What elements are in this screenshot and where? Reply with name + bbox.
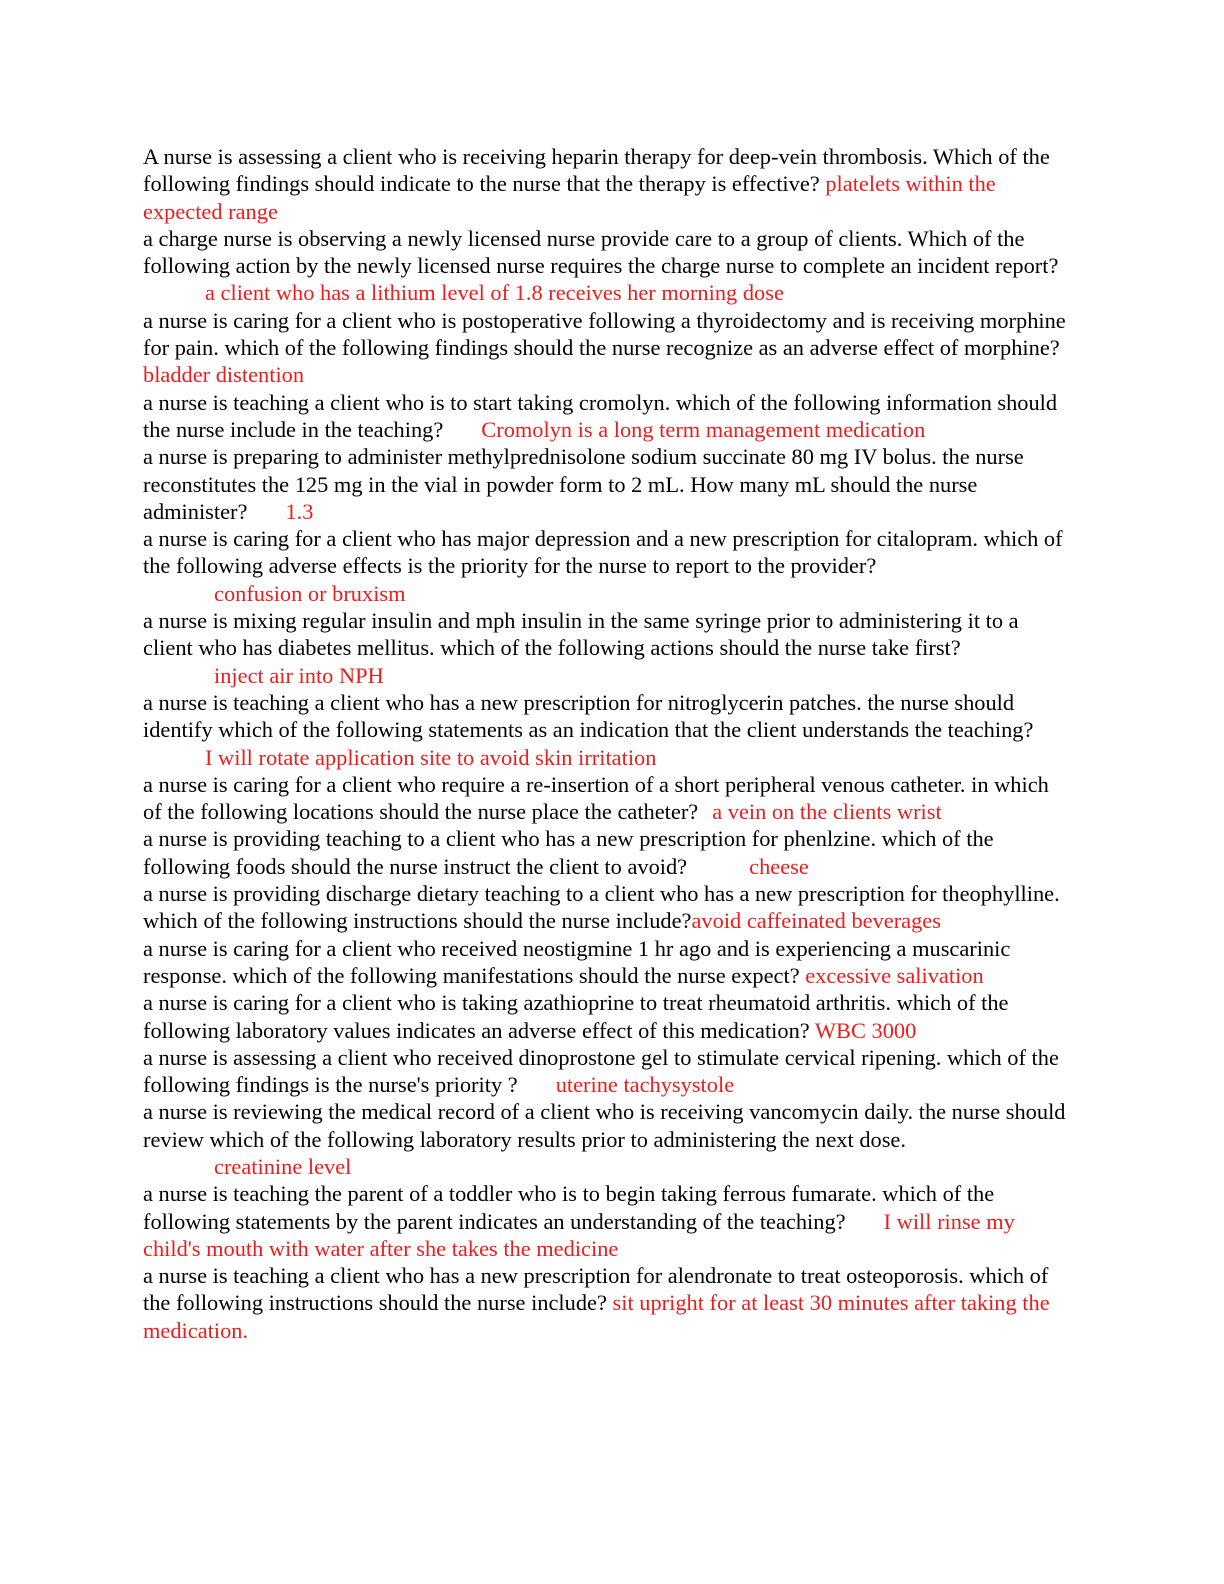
answer-text: avoid caffeinated beverages [691,908,941,934]
question-text: a nurse is caring for a client who received neostigmine 1 hr ago and is experiencing a muscarinic response. which of the following manifestations should the nurse expect? [143,935,1011,988]
qa-item [143,1180,1068,1262]
answer-text: inject air into NPH [214,662,384,688]
answer-text: cheese [749,853,809,879]
question-text: a nurse is caring for a client who is postoperative following a thyroidectomy and is receiving morphine for pain. which of the following findings should the nurse recognize as an adverse effect of morphine? [143,307,1066,361]
question-text: a nurse is preparing to administer methylprednisolone sodium succinate 80 mg IV bolus. the nurse reconstitutes the 125 mg in the vial in powder form to 2 mL. How many mL should the nurse administer? [143,444,1024,524]
answer-text: Cromolyn is a long term management medication [481,416,926,442]
question-text: a nurse is teaching a client who has a new prescription for alendronate to treat osteoporosis. which of the following instructions should the nurse include? [143,1263,1049,1316]
answer-text: a vein on the clients wrist [712,799,942,825]
answer-text: I will rinse my child's mouth with water after she takes the medicine [143,1208,1015,1261]
qa-item [143,307,1068,389]
qa-item [143,143,1068,225]
question-text: a nurse is caring for a client who require a re-insertion of a short peripheral venous catheter. in which of the following locations should the nurse place the catheter? [143,771,1049,825]
qa-item [143,689,1068,771]
question-text: a nurse is mixing regular insulin and mph insulin in the same syringe prior to administering it to a client who has diabetes mellitus. which of the following actions should the nurse take first? [143,608,1019,661]
question-text: a nurse is teaching a client who is to start taking cromolyn. which of the following information should the nurse include in the teaching? [143,389,1058,442]
qa-item [143,225,1068,307]
question-text: a nurse is teaching a client who has a new prescription for nitroglycerin patches. the nurse should identify which of the following statements as an indication that the client understands the teaching? [143,689,1034,743]
answer-text: 1.3 [285,498,314,524]
qa-item [143,525,1068,607]
answer-text: WBC 3000 [814,1017,917,1043]
qa-item [143,389,1068,444]
question-text: a nurse is teaching the parent of a toddler who is to begin taking ferrous fumarate. which of the following statements by the parent indicates an understanding of the teaching? [143,1181,995,1234]
question-text: a charge nurse is observing a newly licensed nurse provide care to a group of clients. Which of the following action by the newly licensed nurse requires the charge nurse to complete an incident report? [143,225,1059,279]
document-body [143,143,1068,1344]
qa-item [143,935,1068,990]
answer-text: confusion or bruxism [214,580,406,606]
question-text: a nurse is caring for a client who is taking azathioprine to treat rheumatoid arthritis. which of the following laboratory values indicates an adverse effect of this medication? [143,990,1009,1043]
question-text: a nurse is assessing a client who received dinoprostone gel to stimulate cervical ripening. which of the following findings is the nurse's priority ? [143,1044,1059,1098]
qa-item [143,607,1068,689]
qa-item [143,880,1068,935]
answer-text: sit upright for at least 30 minutes after taking the medication. [143,1290,1050,1343]
answer-text: uterine tachysystole [555,1072,735,1098]
qa-item [143,1044,1068,1099]
qa-item [143,989,1068,1044]
question-text: a nurse is providing discharge dietary teaching to a client who has a new prescription for theophylline. which of the following instructions should the nurse include? [143,881,1060,934]
answer-text: bladder distention [143,362,305,388]
question-text: a nurse is reviewing the medical record of a client who is receiving vancomycin daily. the nurse should review which of the following laboratory results prior to administering the next dose. [143,1099,1066,1152]
qa-item [143,443,1068,525]
qa-item [143,1098,1068,1180]
qa-item [143,771,1068,826]
question-text: A nurse is assessing a client who is receiving heparin therapy for deep-vein thrombosis. Which of the following findings should indicate to the nurse that the therapy is effective? [143,144,1050,197]
answer-text: I will rotate application site to avoid skin irritation [205,744,657,770]
answer-text: creatinine level [214,1153,352,1179]
question-text: a nurse is providing teaching to a client who has a new prescription for phenlzine. which of the following foods should the nurse instruct the client to avoid? [143,826,994,879]
qa-item [143,825,1068,880]
answer-text: excessive salivation [805,962,984,988]
question-text: a nurse is caring for a client who has major depression and a new prescription for citalopram. which of the following adverse effects is the priority for the nurse to report to the provider? [143,526,1063,579]
qa-item [143,1262,1068,1344]
answer-text: a client who has a lithium level of 1.8 receives her morning dose [205,280,784,306]
answer-text: platelets within the expected range [143,171,996,224]
